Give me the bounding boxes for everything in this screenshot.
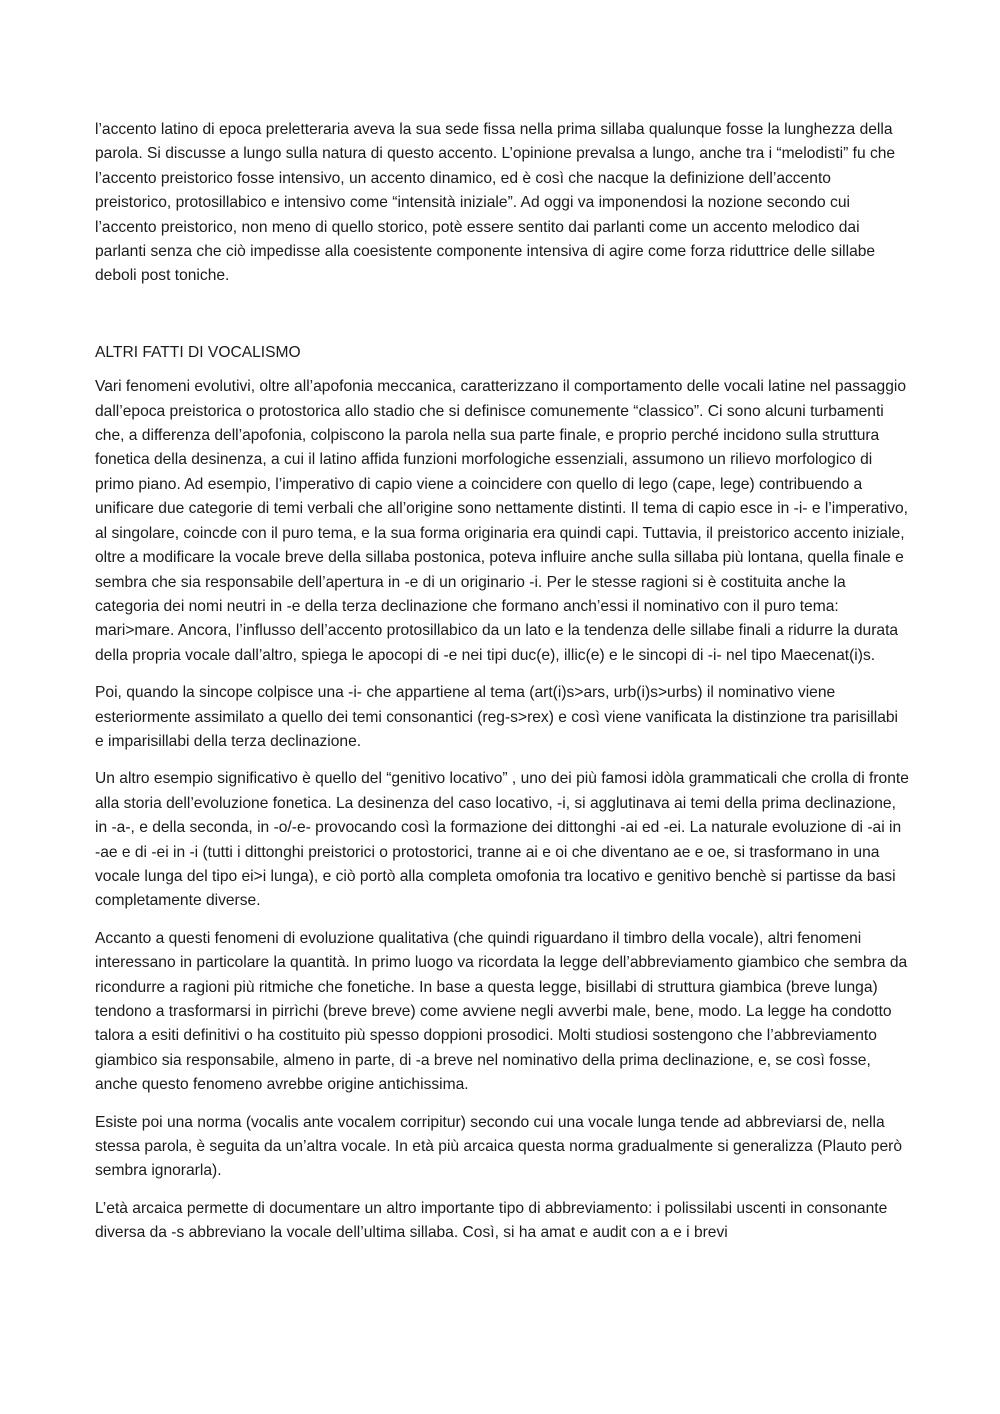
- paragraph-6: L’età arcaica permette di documentare un altro importante tipo di abbreviamento: i polissilabi uscenti in consonante diversa da -s abbreviano la vocale dell’ultima sillaba. Così, si ha amat e audit con a e i brevi: [95, 1199, 888, 1242]
- document-page: [95, 118, 910, 1259]
- paragraph-2: Poi, quando la sincope colpisce una -i- che appartiene al tema (art(i)s>ars, urb(i)s>urbs) il nominativo viene esteriormente assimilato a quello dei temi consonantici (reg-s>rex) e così viene vanificata la distinzione tra parisillabi e imparisillabi della terza declinazione.: [95, 684, 899, 750]
- paragraph-3: Un altro esempio significativo è quello del “genitivo locativo” , uno dei più famosi idòla grammaticali che crolla di fronte alla storia dell’evoluzione fonetica. La desinenza del caso locativo, -i, si agglutinava ai temi della prima declinazione, in -a-, e della seconda, in -o/-e- provocando così la formazione dei dittonghi -ai ed -ei. La naturale evoluzione di -ai in -ae e di -ei in -i (tutti i dittonghi preistorici o protostorici, tranne ai e oi che diventano ae e oe, si trasformano in una vocale lunga del tipo ei>i lunga), e ciò portò alla completa omofonia tra locativo e genitivo benchè si partisse da basi completamente diverse.: [95, 770, 909, 910]
- section-heading: ALTRI FATTI DI VOCALISMO: [95, 343, 301, 361]
- paragraph-4: Accanto a questi fenomeni di evoluzione qualitativa (che quindi riguardano il timbro della vocale), altri fenomeni interessano in particolare la quantità. In primo luogo va ricordata la legge dell’abbreviamento giambico che sembra da ricondurre a ragioni più ritmiche che fonetiche. In base a questa legge, bisillabi di struttura giambica (breve lunga) tendono a trasformarsi in pirrìchi (breve breve) come avviene negli avverbi male, bene, modo. La legge ha condotto talora a esiti definitivi o ha costituito più spesso doppioni prosodici. Molti studiosi sostengono che l’abbreviamento giambico sia responsabile, almeno in parte, di -a breve nel nominativo della prima declinazione, e, se così fosse, anche questo fenomeno avrebbe origine antichissima.: [95, 929, 908, 1094]
- intro-paragraph: l’accento latino di epoca preletteraria aveva la sua sede fissa nella prima sillaba qualunque fosse la lunghezza della parola. Si discusse a lungo sulla natura di questo accento. L’opinione prevalsa a lungo, anche tra i “melodisti” fu che l’accento preistorico fosse intensivo, un accento dinamico, ed è così che nacque la definizione dell’accento preistorico, protosillabico e intensivo come “intensità iniziale”. Ad oggi va imponendosi la nozione secondo cui l’accento preistorico, non meno di quello storico, potè essere sentito dai parlanti come un accento melodico dai parlanti senza che ciò impedisse alla coesistente componente intensiva di agire come forza riduttrice delle sillabe deboli post toniche.: [95, 121, 896, 285]
- paragraph-5: Esiste poi una norma (vocalis ante vocalem corripitur) secondo cui una vocale lunga tende ad abbreviarsi de, nella stessa parola, è seguita da un’altra vocale. In età più arcaica questa norma gradualmente si generalizza (Plauto però sembra ignorarla).: [95, 1113, 903, 1180]
- paragraph-1: Vari fenomeni evolutivi, oltre all’apofonia meccanica, caratterizzano il comportamento delle vocali latine nel passaggio dall’epoca preistorica o protostorica allo stadio che si definisce comunemente “classico”. Ci sono alcuni turbamenti che, a differenza dell’apofonia, colpiscono la parola nella sua parte finale, e proprio perché incidono sulla struttura fonetica della desinenza, a cui il latino affida funzioni morfologiche essenziali, assumono un rilievo morfologico di primo piano. Ad esempio, l’imperativo di capio viene a coincidere con quello di lego (cape, lege) contribuendo a unificare due categorie di temi verbali che all’origine sono nettamente distinti. Il tema di capio esce in -i- e l’imperativo, al singolare, coincde con il puro tema, e la sua forma originaria era quindi capi. Tuttavia, il preistorico accento iniziale, oltre a modificare la vocale breve della sillaba postonica, poteva influire anche sulla sillaba più lontana, quella finale e sembra che sia responsabile dell’apertura in -e di un originario -i. Per le stesse ragioni si è costituita anche la categoria dei nomi neutri in -e della terza declinazione che formano anch’essi il nominativo con il puro tema: mari>mare. Ancora, l’influsso dell’accento protosillabico da un lato e la tendenza delle sillabe finali a ridurre la durata della propria vocale dall’altro, spiega le apocopi di -e nei tipi duc(e), illic(e) e le sincopi di -i- nel tipo Maecenat(i)s.: [95, 378, 909, 664]
